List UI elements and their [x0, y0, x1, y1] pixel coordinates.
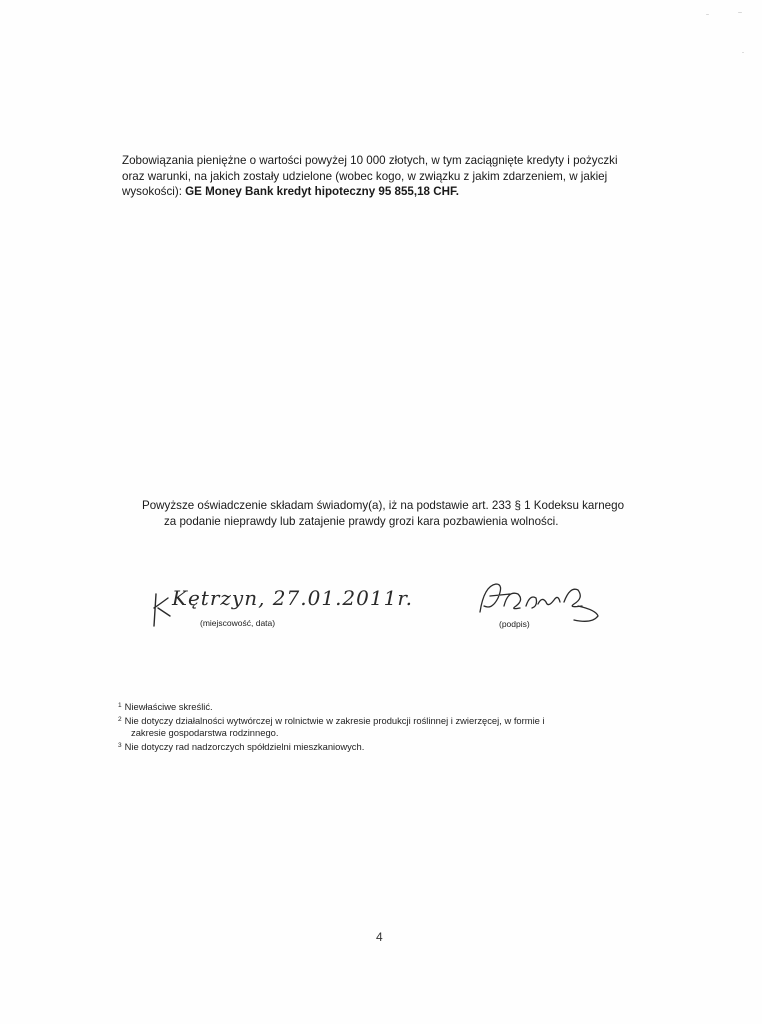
footnote-2-continuation: zakresie gospodarstwa rodzinnego. — [131, 727, 279, 738]
footnote-text: Nie dotyczy działalności wytwórczej w rolnictwie w zakresie produkcji roślinnej i zwierzęcej, w formie i — [124, 714, 545, 726]
footnote-number: 2 — [118, 715, 122, 723]
footnote-3 — [118, 740, 678, 754]
paragraph-line-3-prefix: wysokości): — [122, 185, 186, 198]
financial-obligations-paragraph — [122, 153, 662, 200]
footnote-1 — [118, 700, 678, 714]
declaration-statement — [142, 498, 672, 529]
place-date-text: Kętrzyn, 27.01.2011r. — [172, 586, 414, 610]
footnote-2 — [118, 714, 678, 728]
signature-mark — [474, 576, 604, 630]
paragraph-line-2: oraz warunki, na jakich zostały udzielone (wobec kogo, w związku z jakim zdarzeniem, w jakiej — [122, 169, 608, 183]
paragraph-line-1: Zobowiązania pieniężne o wartości powyżej 10 000 złotych, w tym zaciągnięte kredyty i pożyczki — [122, 154, 618, 167]
footnote-number: 3 — [118, 741, 122, 749]
place-date-label: (miejscowość, data) — [200, 618, 276, 628]
scan-speck — [742, 52, 744, 53]
footnote-text: Nie dotyczy rad nadzorczych spółdzielni mieszkaniowych. — [124, 740, 365, 752]
loan-details: GE Money Bank kredyt hipoteczny 95 855,18 CHF. — [185, 185, 459, 198]
footnote-text: Niewłaściwe skreślić. — [124, 701, 213, 712]
signature-label: (podpis) — [499, 619, 530, 629]
footnotes — [118, 700, 678, 753]
scan-speck — [706, 14, 709, 15]
footnote-number: 1 — [118, 702, 122, 709]
page-number: 4 — [376, 930, 383, 944]
declaration-line-1: Powyższe oświadczenie składam świadomy(a), iż na podstawie art. 233 § 1 Kodeksu karnego — [142, 499, 625, 512]
declaration-line-2: za podanie nieprawdy lub zatajenie prawdy grozi kara pozbawienia wolności. — [164, 514, 559, 528]
scan-speck — [738, 12, 742, 13]
